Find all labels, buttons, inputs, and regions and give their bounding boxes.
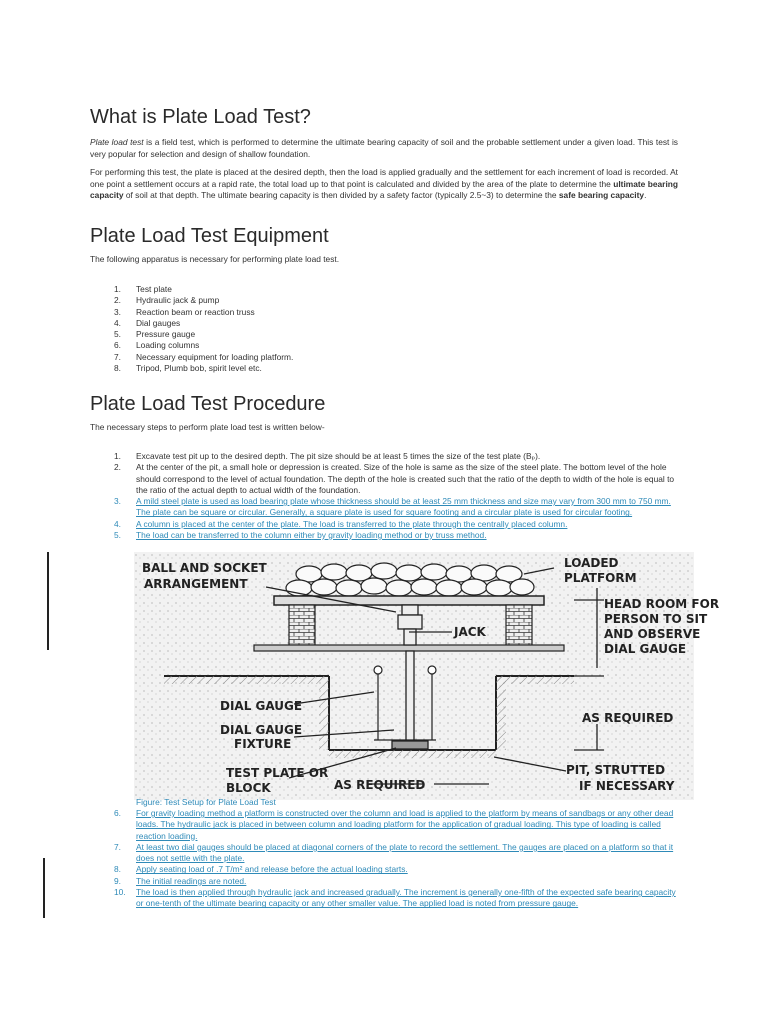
heading-equipment: Plate Load Test Equipment — [90, 225, 329, 247]
list-item-number: 10. — [114, 887, 126, 898]
list-item[interactable] — [90, 808, 678, 842]
list-item-text[interactable]: The initial readings are noted. — [136, 875, 247, 886]
list-item-number: 8. — [114, 864, 121, 875]
procedure-steps-1-2 — [90, 451, 678, 496]
list-item[interactable] — [90, 842, 678, 865]
list-item — [90, 284, 678, 295]
margin-bar-upper — [47, 552, 49, 650]
list-item — [90, 352, 678, 363]
svg-text:AS REQUIRED: AS REQUIRED — [582, 711, 674, 725]
list-item — [90, 295, 678, 306]
svg-text:PERSON TO SIT: PERSON TO SIT — [604, 612, 708, 626]
margin-bar-lower — [43, 858, 45, 918]
list-item-text: At the center of the pit, a small hole or depression is created. Size of the hole is same as the size of the steel plate. The bottom level of the hole should correspond to the level of actual foundation. The depth of the hole is created such that the ratio of the depth to width of the hole is equal to the ratio of the actual depth to actual width of the foundation. — [136, 462, 675, 495]
list-item-number: 2. — [114, 295, 121, 306]
procedure-steps-3-5 — [90, 496, 678, 541]
list-item — [90, 363, 678, 374]
equipment-list — [90, 284, 678, 374]
list-item-number: 1. — [114, 451, 121, 461]
svg-text:AS REQUIRED: AS REQUIRED — [334, 778, 426, 792]
svg-text:HEAD ROOM FOR: HEAD ROOM FOR — [604, 597, 720, 611]
svg-text:AND OBSERVE: AND OBSERVE — [604, 627, 701, 641]
list-item-text: Excavate test pit up to the desired depth. The pit size should be at least 5 times the size of the test plate (Bₚ). — [136, 451, 541, 461]
list-item[interactable] — [90, 519, 678, 530]
list-item-text: Necessary equipment for loading platform. — [136, 351, 294, 362]
list-item-number: 6. — [114, 340, 121, 351]
list-item-number: 6. — [114, 808, 121, 818]
list-item[interactable] — [90, 496, 678, 519]
list-item-number: 5. — [114, 329, 121, 340]
list-item-number: 4. — [114, 518, 121, 529]
list-item-text: Pressure gauge — [136, 329, 196, 340]
list-item-text[interactable]: Apply seating load of .7 T/m² and release before the actual loading starts. — [136, 864, 408, 875]
term-plate-load-test: Plate load test — [90, 137, 144, 147]
brick-pillar-right — [506, 605, 532, 645]
equipment-intro: The following apparatus is necessary for performing plate load test. — [90, 254, 340, 264]
heading-what-is-plate-load-test: What is Plate Load Test? — [90, 106, 311, 128]
svg-text:TEST PLATE OR: TEST PLATE OR — [226, 766, 329, 780]
procedure-steps-6-10 — [90, 808, 678, 910]
list-item-text: Loading columns — [136, 340, 200, 351]
list-item-number: 9. — [114, 875, 121, 886]
svg-text:LOADED: LOADED — [564, 556, 619, 570]
svg-text:DIAL GAUGE: DIAL GAUGE — [220, 699, 303, 713]
list-item-number: 3. — [114, 496, 121, 506]
paragraph-definition: Plate load test is a field test, which is performed to determine the ultimate bearing capacity of soil and the probable settlement under a given load. This test is very popular for selection and design of shallow foundation. — [90, 137, 678, 159]
svg-text:ARRANGEMENT: ARRANGEMENT — [144, 577, 248, 591]
list-item — [90, 307, 678, 318]
paragraph-procedure-summary: For performing this test, the plate is placed at the desired depth, then the load is applied gradually and the settlement for each increment of load is recorded. At one point a settlement occurs at a rapid rate, the total load up to that point is calculated and divided by the area of the plate to determine the ultimate bearing capacity of soil at that depth. The ultimate bearing capacity is then divided by a safety factor (typically 2.5~3) to determine the safe bearing capacity. — [90, 167, 678, 200]
list-item-number: 3. — [114, 306, 121, 317]
term-safe-bearing-capacity: safe bearing capacity — [558, 190, 645, 200]
procedure-intro: The necessary steps to perform plate load test is written below- — [90, 422, 325, 432]
list-item — [90, 329, 678, 340]
list-item-text[interactable]: The load can be transferred to the column either by gravity loading method or by truss method. — [136, 529, 487, 540]
list-item — [90, 451, 678, 462]
list-item-number: 7. — [114, 841, 121, 852]
list-item[interactable] — [90, 864, 678, 875]
heading-procedure: Plate Load Test Procedure — [90, 393, 326, 415]
list-item-text[interactable]: The load is then applied through hydraulic jack and increased gradually. The increment is generally one-fifth of the expected safe bearing capacity or one-tenth of the ultimate bearing capacity or any other smaller value. The applied load is noted from pressure gauge. — [136, 887, 676, 909]
list-item-number: 5. — [114, 529, 121, 540]
list-item-text: Dial gauges — [136, 317, 181, 328]
list-item-text: Test plate — [136, 284, 172, 294]
list-item-text[interactable]: A column is placed at the center of the plate. The load is transferred to the plate through the centrally placed column. — [136, 518, 568, 529]
svg-text:DIAL GAUGE: DIAL GAUGE — [604, 642, 687, 656]
loading-platform — [274, 596, 544, 605]
list-item-number: 8. — [114, 363, 121, 374]
list-item — [90, 462, 678, 496]
brick-pillar-left — [289, 605, 315, 645]
svg-text:FIXTURE: FIXTURE — [234, 737, 292, 751]
list-item-number: 4. — [114, 317, 121, 328]
list-item[interactable] — [90, 876, 678, 887]
svg-text:JACK: JACK — [454, 625, 486, 639]
figure-caption[interactable]: Figure: Test Setup for Plate Load Test — [136, 797, 276, 807]
list-item-text[interactable]: At least two dial gauges should be placed at diagonal corners of the plate to record the settlement. The gauges are placed on a platform so that it does not settle with the plate. — [136, 841, 674, 864]
list-item — [90, 318, 678, 329]
list-item[interactable] — [90, 887, 678, 910]
list-item-text[interactable]: For gravity loading method a platform is constructed over the column and load is applied to the platform by means of sandbags or any other dead loads. The hydraulic jack is placed in between column and loading platform for the application of gradual loading. This type of loading is called reaction loading. — [136, 808, 674, 841]
list-item-text: Reaction beam or reaction truss — [136, 306, 255, 317]
svg-text:BALL AND SOCKET: BALL AND SOCKET — [142, 561, 267, 575]
list-item — [90, 340, 678, 351]
list-item-text: Hydraulic jack & pump — [136, 295, 220, 306]
list-item-text: Tripod, Plumb bob, spirit level etc. — [136, 363, 262, 374]
svg-text:PLATFORM: PLATFORM — [564, 571, 637, 585]
list-item-number: 1. — [114, 284, 121, 294]
svg-text:BLOCK: BLOCK — [226, 781, 271, 795]
plate-load-test-figure — [134, 552, 720, 800]
term-ultimate-bearing-capacity: ultimate bearing capacity — [90, 178, 678, 200]
list-item-number: 7. — [114, 351, 121, 362]
svg-text:DIAL GAUGE: DIAL GAUGE — [220, 723, 303, 737]
svg-text:IF NECESSARY: IF NECESSARY — [579, 779, 675, 793]
list-item-text[interactable]: A mild steel plate is used as load bearing plate whose thickness should be at least 25 mm thickness and size may vary from 300 mm to 750 mm. The plate can be square or circular. Generally, a square plate is used for square footing and a circular plate is used for circular footing. — [136, 496, 671, 518]
svg-text:PIT, STRUTTED: PIT, STRUTTED — [566, 763, 666, 777]
list-item-number: 2. — [114, 462, 121, 473]
list-item[interactable] — [90, 530, 678, 541]
